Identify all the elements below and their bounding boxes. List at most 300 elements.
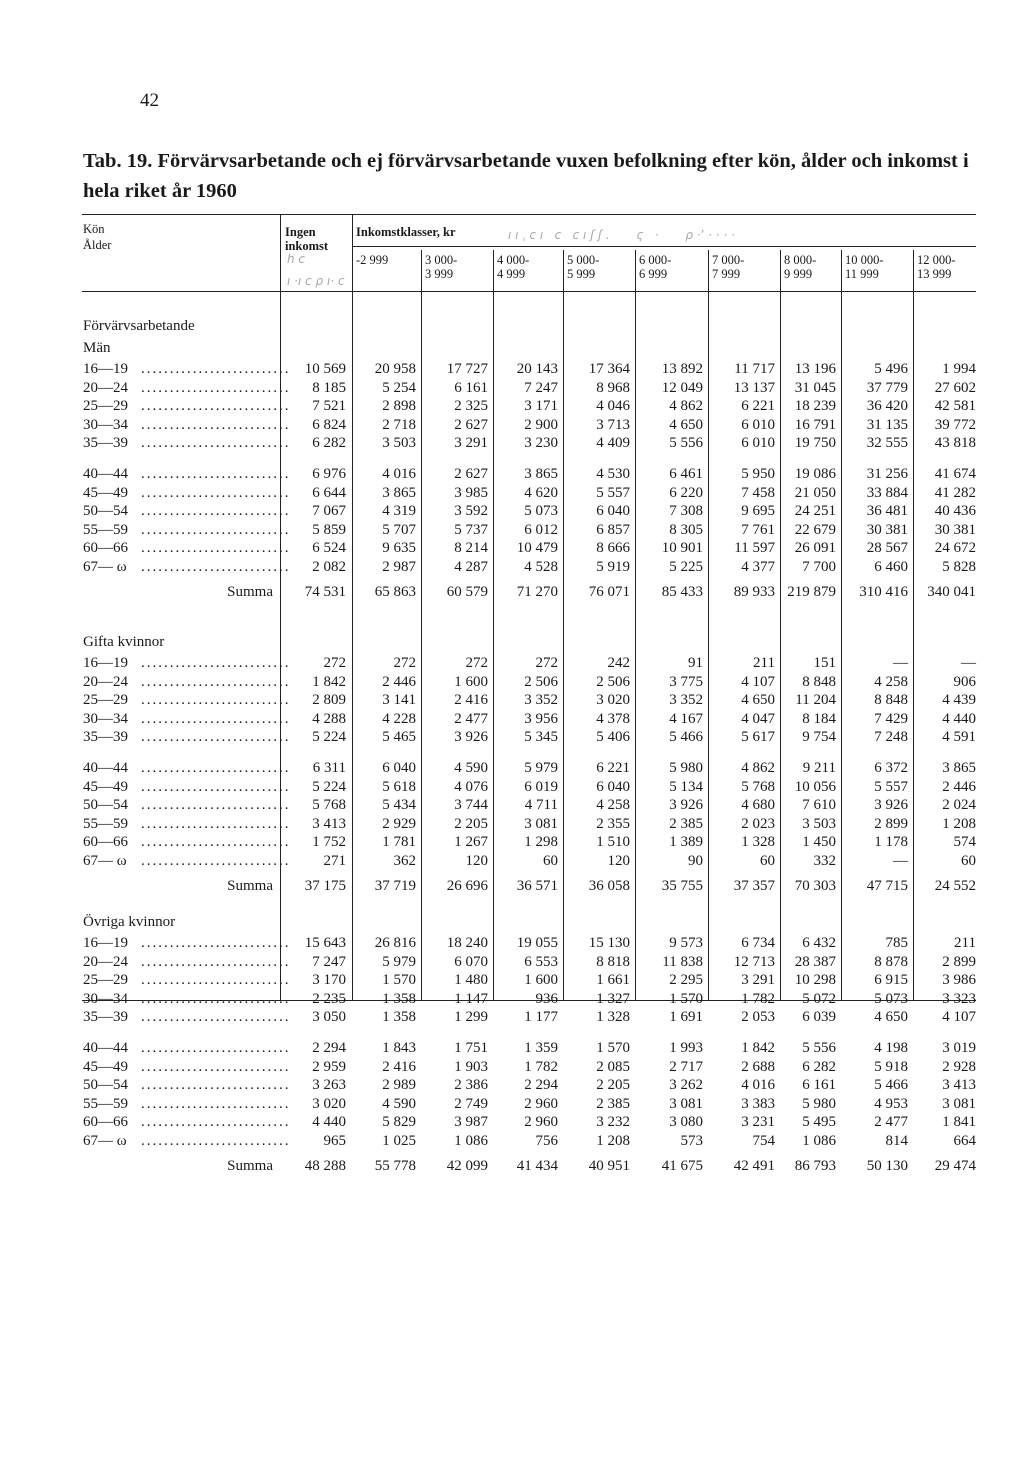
table-cell: 1 570 <box>669 990 703 1007</box>
table-cell: 573 <box>680 1133 703 1149</box>
table-cell: 3 262 <box>669 1077 703 1094</box>
table-cell: 3 985 <box>454 484 488 501</box>
row-label <box>83 1095 291 1114</box>
income-class-label: 3 000- <box>425 253 458 267</box>
table-cell: 6 039 <box>802 1009 836 1026</box>
row-label <box>83 691 291 710</box>
table-cell: 2 506 <box>596 673 630 690</box>
header-ingen: Ingen <box>285 225 316 239</box>
table-cell: 3 775 <box>669 673 703 690</box>
page-number: 42 <box>140 90 159 111</box>
table-cell: 6 282 <box>312 435 346 452</box>
age-group-label: 67— ω <box>83 559 127 575</box>
table-cell: 6 976 <box>312 466 346 482</box>
table-cell: 6 040 <box>596 778 630 795</box>
summa-cell: 50 130 <box>866 1157 908 1174</box>
income-class-label: 10 000- <box>845 253 884 267</box>
table-cell: 11 597 <box>734 540 775 557</box>
table-cell: 39 772 <box>934 416 976 433</box>
summa-cell: 24 552 <box>934 877 976 894</box>
table-cell: 5 434 <box>382 797 416 814</box>
table-cell: 2 688 <box>741 1058 775 1075</box>
table-cell: 4 378 <box>596 710 630 727</box>
table-cell: 272 <box>465 655 488 671</box>
table-cell: 5 618 <box>382 778 416 795</box>
row-label <box>83 558 291 577</box>
column-divider <box>635 250 636 1000</box>
table-cell: 1 178 <box>874 834 908 851</box>
age-group-label: 40—44 <box>83 760 128 776</box>
table-cell: 2 325 <box>454 398 488 415</box>
table-cell: 10 298 <box>794 972 836 989</box>
table-cell: 2 928 <box>942 1058 976 1075</box>
table-cell: 271 <box>323 853 346 869</box>
table-cell: 3 926 <box>874 797 908 814</box>
table-cell: 6 221 <box>741 398 775 415</box>
table-cell: 8 185 <box>312 379 346 396</box>
table-cell: 91 <box>688 655 703 671</box>
table-cell: 8 305 <box>669 521 703 538</box>
row-label <box>83 484 291 503</box>
table-cell: 5 828 <box>942 559 976 575</box>
table-cell: 90 <box>688 853 703 869</box>
summa-cell: 310 416 <box>859 583 908 600</box>
table-cell: 60 <box>760 853 775 869</box>
table-top-rule <box>82 214 976 215</box>
column-divider <box>708 250 709 1000</box>
table-cell: 3 230 <box>524 435 558 452</box>
table-cell: 785 <box>885 935 908 951</box>
section-title: Övriga kvinnor <box>83 914 176 930</box>
table-cell: 2 295 <box>669 972 703 989</box>
table-cell: 3 080 <box>669 1114 703 1131</box>
table-cell: 1 299 <box>454 1009 488 1026</box>
table-cell: 4 047 <box>741 710 775 727</box>
table-cell: 1 691 <box>669 1009 703 1026</box>
table-cell: 1 570 <box>596 1040 630 1056</box>
table-cell: 3 987 <box>454 1114 488 1131</box>
table-cell: 2 294 <box>524 1077 558 1094</box>
table-cell: 5 225 <box>669 559 703 575</box>
table-cell: 120 <box>465 853 488 869</box>
column-divider <box>352 214 353 1000</box>
row-label <box>83 1008 291 1027</box>
row-label <box>83 1058 291 1077</box>
table-cell: 6 019 <box>524 778 558 795</box>
table-cell: 7 521 <box>312 398 346 415</box>
table-cell: 3 503 <box>802 815 836 832</box>
table-cell: 2 960 <box>524 1095 558 1112</box>
row-label <box>83 971 291 990</box>
table-cell: 3 291 <box>741 972 775 989</box>
table-cell: 3 081 <box>669 1095 703 1112</box>
table-cell: 2 717 <box>669 1058 703 1075</box>
table-cell: 6 460 <box>874 559 908 575</box>
table-cell: 60 <box>961 853 976 869</box>
table-cell: 4 288 <box>312 710 346 727</box>
table-cell: 30 381 <box>934 521 976 538</box>
table-cell: 3 986 <box>942 972 976 989</box>
summa-cell: 340 041 <box>927 583 976 600</box>
table-cell: 5 768 <box>312 797 346 814</box>
header-inkomstklasser: Inkomstklasser, kr <box>356 225 456 239</box>
table-cell: 15 130 <box>588 935 630 951</box>
table-cell: 4 590 <box>454 760 488 776</box>
table-cell: 2 809 <box>312 692 346 709</box>
summa-label: Summa <box>227 877 273 894</box>
leader-dots: .......................... <box>141 778 291 795</box>
table-cell: 6 372 <box>874 760 908 776</box>
table-cell: 2 446 <box>382 673 416 690</box>
table-cell: 15 643 <box>304 935 346 951</box>
table-cell: 4 409 <box>596 435 630 452</box>
table-cell: 2 386 <box>454 1077 488 1094</box>
table-cell: 33 884 <box>866 484 908 501</box>
summa-cell: 26 696 <box>446 877 488 894</box>
table-cell: 4 167 <box>669 710 703 727</box>
table-cell: 4 440 <box>312 1114 346 1131</box>
leader-dots: .......................... <box>141 540 291 557</box>
table-cell: 1 570 <box>382 972 416 989</box>
table-cell: 6 644 <box>312 484 346 501</box>
table-cell: 3 020 <box>312 1095 346 1112</box>
row-label <box>83 796 291 815</box>
table-cell: — <box>893 853 908 869</box>
summa-cell: 36 058 <box>588 877 630 894</box>
table-cell: 3 019 <box>942 1040 976 1056</box>
table-cell: 4 650 <box>874 1009 908 1026</box>
age-group-label: 45—49 <box>83 778 128 795</box>
summa-cell: 47 715 <box>866 877 908 894</box>
table-cell: 31 256 <box>866 466 908 482</box>
table-cell: 32 555 <box>866 435 908 452</box>
row-label <box>83 539 291 558</box>
table-cell: 965 <box>323 1133 346 1149</box>
table-cell: — <box>961 655 976 671</box>
table-cell: 5 980 <box>669 760 703 776</box>
table-cell: 1 994 <box>942 361 976 377</box>
table-cell: 3 865 <box>524 466 558 482</box>
income-class-label: 12 000- <box>917 253 956 267</box>
income-class-label: 8 000- <box>784 253 817 267</box>
header-subrule <box>352 246 976 247</box>
column-divider <box>421 250 422 1000</box>
table-cell: 3 291 <box>454 435 488 452</box>
table-cell: 7 247 <box>312 953 346 970</box>
table-cell: 2 718 <box>382 416 416 433</box>
table-cell: 3 413 <box>942 1077 976 1094</box>
age-group-label: 45—49 <box>83 1058 128 1075</box>
table-cell: 2 900 <box>524 416 558 433</box>
leader-dots: .......................... <box>141 815 291 832</box>
table-cell: 6 161 <box>802 1077 836 1094</box>
table-cell: 8 818 <box>596 953 630 970</box>
table-cell: 2 205 <box>454 815 488 832</box>
leader-dots: .......................... <box>141 729 291 746</box>
table-cell: 1 752 <box>312 834 346 851</box>
age-group-label: 35—39 <box>83 729 128 746</box>
table-cell: 6 824 <box>312 416 346 433</box>
table-cell: 3 263 <box>312 1077 346 1094</box>
table-cell: 2 053 <box>741 1009 775 1026</box>
table-cell: 4 650 <box>741 692 775 709</box>
table-cell: 4 107 <box>741 673 775 690</box>
summa-cell: 42 491 <box>733 1157 775 1174</box>
row-label <box>83 953 291 972</box>
table-cell: 4 711 <box>524 797 558 814</box>
age-group-label: 16—19 <box>83 655 128 671</box>
table-cell: 4 046 <box>596 398 630 415</box>
table-cell: 2 085 <box>596 1058 630 1075</box>
table-cell: 574 <box>953 834 976 851</box>
age-group-label: 67— ω <box>83 853 127 869</box>
table-cell: 1 358 <box>382 1009 416 1026</box>
table-cell: 4 016 <box>382 466 416 482</box>
table-cell: 8 878 <box>874 953 908 970</box>
table-cell: 6 040 <box>382 760 416 776</box>
table-cell: 3 503 <box>382 435 416 452</box>
summa-cell: 37 175 <box>304 877 346 894</box>
table-cell: 13 196 <box>794 361 836 377</box>
table-cell: 1 480 <box>454 972 488 989</box>
table-cell: 16 791 <box>794 416 836 433</box>
table-cell: 4 590 <box>382 1095 416 1112</box>
table-cell: 10 901 <box>661 540 703 557</box>
table-cell: 5 466 <box>874 1077 908 1094</box>
table-cell: 1 843 <box>382 1040 416 1056</box>
table-cell: 3 865 <box>942 760 976 776</box>
table-cell: 2 355 <box>596 815 630 832</box>
table-cell: 1 600 <box>524 972 558 989</box>
table-cell: 1 147 <box>454 990 488 1007</box>
row-label <box>83 1132 291 1151</box>
table-cell: 5 345 <box>524 729 558 746</box>
table-cell: 5 496 <box>874 361 908 377</box>
section-title: Gifta kvinnor <box>83 634 165 650</box>
table-cell: 4 287 <box>454 559 488 575</box>
leader-dots: .......................... <box>141 466 291 482</box>
table-cell: 3 323 <box>942 990 976 1007</box>
table-cell: 6 553 <box>524 953 558 970</box>
table-cell: 3 592 <box>454 503 488 520</box>
row-label <box>83 934 291 953</box>
table-cell: 5 557 <box>596 484 630 501</box>
leader-dots: .......................... <box>141 972 291 989</box>
table-cell: 7 700 <box>802 559 836 575</box>
table-cell: 3 170 <box>312 972 346 989</box>
table-cell: 36 481 <box>866 503 908 520</box>
leader-dots: .......................... <box>141 673 291 690</box>
table-cell: 5 556 <box>669 435 703 452</box>
table-cell: 9 211 <box>802 760 836 776</box>
pencil-annotation-mark: ı ı ˌ c ı c c ı ʃ ʃ . ς · ρ ·ʼ · · · · <box>508 228 735 242</box>
table-cell: 5 072 <box>802 990 836 1007</box>
table-cell: 6 010 <box>741 416 775 433</box>
table-cell: 6 012 <box>524 521 558 538</box>
table-cell: 2 416 <box>454 692 488 709</box>
table-cell: 31 135 <box>866 416 908 433</box>
table-cell: 272 <box>535 655 558 671</box>
table-cell: 4 076 <box>454 778 488 795</box>
table-cell: 5 495 <box>802 1114 836 1131</box>
table-cell: 6 461 <box>669 466 703 482</box>
row-label <box>83 654 291 673</box>
table-cell: 30 381 <box>866 521 908 538</box>
table-cell: 5 073 <box>524 503 558 520</box>
row-label <box>83 759 291 778</box>
table-cell: 1 177 <box>524 1009 558 1026</box>
table-cell: 5 406 <box>596 729 630 746</box>
age-group-label: 60—66 <box>83 540 128 557</box>
summa-cell: 85 433 <box>661 583 703 600</box>
table-cell: 12 049 <box>661 379 703 396</box>
income-class-label: 7 000- <box>712 253 745 267</box>
table-cell: 19 750 <box>794 435 836 452</box>
table-cell: 8 184 <box>802 710 836 727</box>
table-cell: 664 <box>953 1133 976 1149</box>
summa-cell: 60 579 <box>446 583 488 600</box>
table-cell: 5 466 <box>669 729 703 746</box>
table-cell: 1 781 <box>382 834 416 851</box>
income-class-label: 11 999 <box>845 267 879 281</box>
row-label <box>83 1076 291 1095</box>
leader-dots: .......................... <box>141 1133 291 1149</box>
table-cell: 5 919 <box>596 559 630 575</box>
table-cell: 4 439 <box>942 692 976 709</box>
row-label <box>83 710 291 729</box>
row-label <box>83 379 291 398</box>
income-class-label: 6 000- <box>639 253 672 267</box>
table-cell: 3 232 <box>596 1114 630 1131</box>
table-cell: 6 070 <box>454 953 488 970</box>
table-cell: 3 352 <box>524 692 558 709</box>
table-cell: 5 918 <box>874 1058 908 1075</box>
table-cell: 9 635 <box>382 540 416 557</box>
table-cell: 37 779 <box>866 379 908 396</box>
table-cell: 5 224 <box>312 778 346 795</box>
column-divider <box>913 250 914 1000</box>
summa-cell: 29 474 <box>934 1157 976 1174</box>
leader-dots: .......................... <box>141 655 291 671</box>
table-cell: 3 081 <box>942 1095 976 1112</box>
table-cell: 2 446 <box>942 778 976 795</box>
table-cell: 4 591 <box>942 729 976 746</box>
income-class-label: 6 999 <box>639 267 668 281</box>
age-group-label: 50—54 <box>83 503 128 520</box>
summa-cell: 74 531 <box>304 583 346 600</box>
leader-dots: .......................... <box>141 797 291 814</box>
table-cell: 6 857 <box>596 521 630 538</box>
table-cell: 4 258 <box>596 797 630 814</box>
row-label <box>83 521 291 540</box>
table-cell: 3 926 <box>454 729 488 746</box>
table-cell: 41 282 <box>934 484 976 501</box>
table-cell: 18 240 <box>446 935 488 951</box>
income-class-label: 13 999 <box>917 267 952 281</box>
table-cell: 3 020 <box>596 692 630 709</box>
table-cell: 3 744 <box>454 797 488 814</box>
table-cell: 6 010 <box>741 435 775 452</box>
age-group-label: 40—44 <box>83 466 128 482</box>
table-cell: 3 383 <box>741 1095 775 1112</box>
table-cell: 12 713 <box>733 953 775 970</box>
table-cell: 5 556 <box>802 1040 836 1056</box>
table-cell: 362 <box>393 853 416 869</box>
summa-cell: 41 434 <box>516 1157 558 1174</box>
table-cell: 28 387 <box>794 953 836 970</box>
age-group-label: 55—59 <box>83 1095 128 1112</box>
table-cell: 6 220 <box>669 484 703 501</box>
table-cell: 2 294 <box>312 1040 346 1056</box>
table-cell: 1 358 <box>382 990 416 1007</box>
age-group-label: 30—34 <box>83 710 128 727</box>
income-class-label: 5 999 <box>567 267 596 281</box>
table-title: Tab. 19. Förvärvsarbetande och ej förvärvsarbetande vuxen befolkning efter kön, ålder och inkomst i hela riket år 1960 <box>83 150 969 202</box>
leader-dots: .......................... <box>141 1114 291 1131</box>
summa-label: Summa <box>227 1157 273 1174</box>
row-label <box>83 990 291 1009</box>
table-cell: 5 617 <box>741 729 775 746</box>
table-cell: 272 <box>323 655 346 671</box>
summa-cell: 35 755 <box>661 877 703 894</box>
table-cell: 5 737 <box>454 521 488 538</box>
table-cell: 4 198 <box>874 1040 908 1056</box>
table-cell: 1 993 <box>669 1040 703 1056</box>
table-cell: 4 258 <box>874 673 908 690</box>
leader-dots: .......................... <box>141 484 291 501</box>
age-group-label: 25—29 <box>83 972 128 989</box>
leader-dots: .......................... <box>141 710 291 727</box>
table-cell: 3 926 <box>669 797 703 814</box>
table-cell: 9 754 <box>802 729 836 746</box>
table-cell: 1 267 <box>454 834 488 851</box>
header-kon: Kön <box>83 222 105 236</box>
table-cell: 2 989 <box>382 1077 416 1094</box>
summa-cell: 86 793 <box>794 1157 836 1174</box>
group-heading: Förvärvsarbetande <box>83 318 195 334</box>
table-cell: 31 045 <box>794 379 836 396</box>
table-cell: 936 <box>535 990 558 1007</box>
header-inkomst: inkomst <box>285 239 329 253</box>
table-cell: 5 980 <box>802 1095 836 1112</box>
table-cell: 7 761 <box>741 521 775 538</box>
table-cell: 6 524 <box>312 540 346 557</box>
income-class-label: 5 000- <box>567 253 600 267</box>
table-cell: 6 161 <box>454 379 488 396</box>
leader-dots: .......................... <box>141 398 291 415</box>
table-cell: 40 436 <box>934 503 976 520</box>
table-cell: 3 171 <box>524 398 558 415</box>
table-cell: 1 450 <box>802 834 836 851</box>
table-cell: — <box>893 655 908 671</box>
pencil-annotation-mark: h c <box>287 252 306 266</box>
table-cell: 4 107 <box>942 1009 976 1026</box>
table-cell: 10 056 <box>794 778 836 795</box>
table-cell: 151 <box>813 655 836 671</box>
header-alder: Ålder <box>83 238 112 252</box>
table-cell: 8 848 <box>802 673 836 690</box>
table-cell: 120 <box>607 853 630 869</box>
table-cell: 2 416 <box>382 1058 416 1075</box>
table-cell: 4 620 <box>524 484 558 501</box>
row-label <box>83 416 291 435</box>
table-cell: 4 016 <box>741 1077 775 1094</box>
leader-dots: .......................... <box>141 379 291 396</box>
leader-dots: .......................... <box>141 559 291 575</box>
table-cell: 2 023 <box>741 815 775 832</box>
row-label <box>83 1113 291 1132</box>
age-group-label: 40—44 <box>83 1040 128 1056</box>
